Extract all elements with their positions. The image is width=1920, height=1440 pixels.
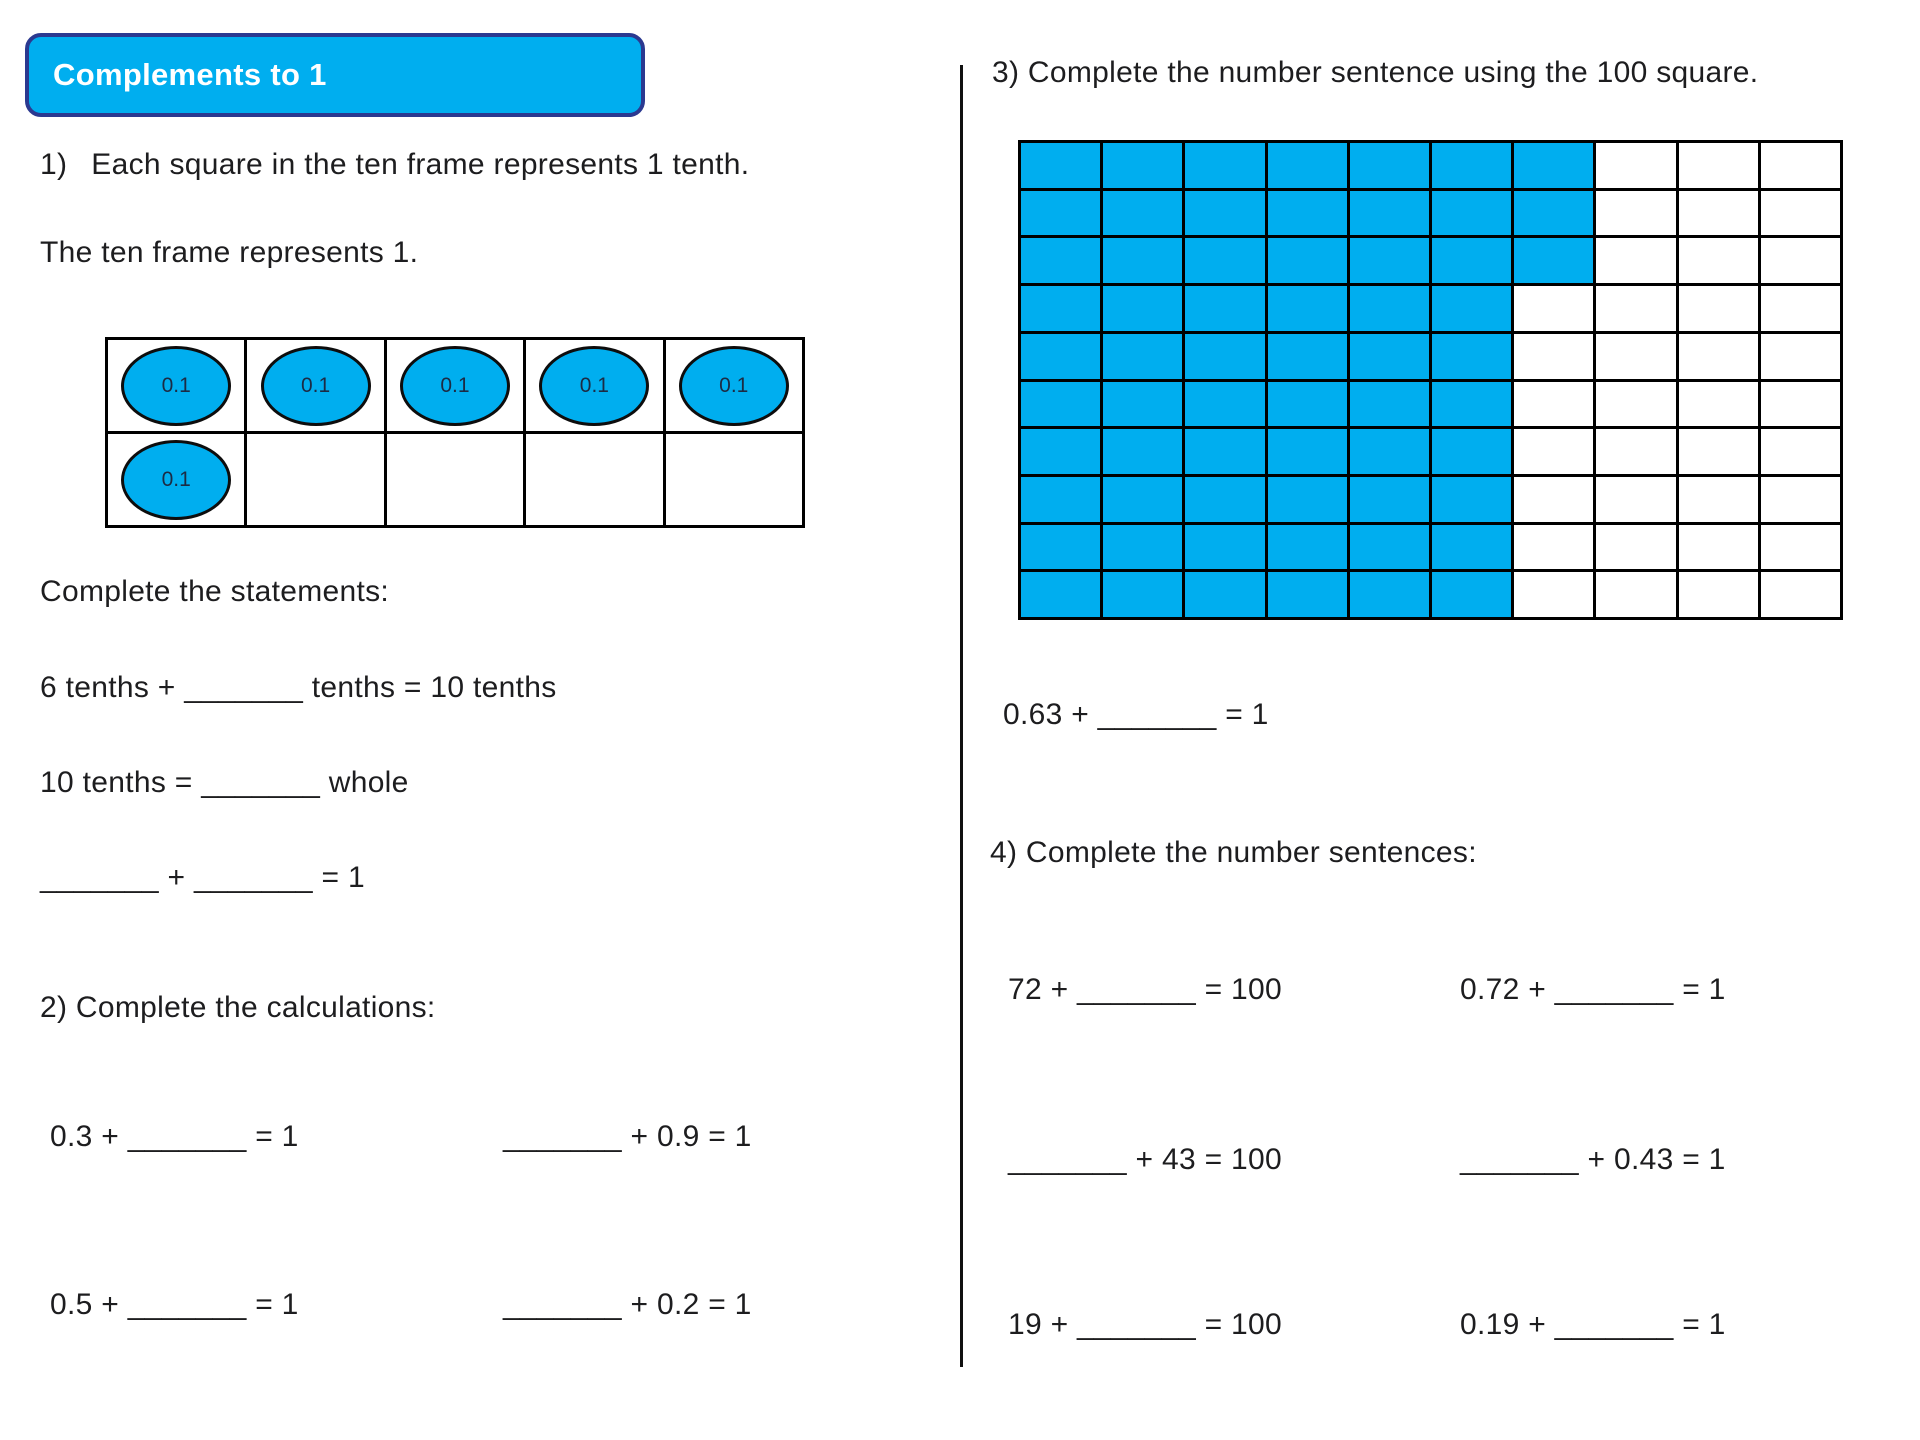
hundred-square-cell: [1596, 572, 1675, 617]
tenth-counter: 0.1: [121, 440, 231, 520]
hundred-square-cell-shaded: [1103, 429, 1182, 474]
hundred-square-cell-shaded: [1268, 429, 1347, 474]
ten-frame-cell: [526, 434, 662, 525]
hundred-square-cell-shaded: [1432, 238, 1511, 283]
hundred-square-cell: [1679, 143, 1758, 188]
hundred-square-cell: [1514, 525, 1593, 570]
column-divider: [960, 65, 963, 1367]
statement-1: 6 tenths + _______ tenths = 10 tenths: [40, 671, 557, 704]
hundred-square-cell-shaded: [1432, 429, 1511, 474]
hundred-square-cell: [1761, 572, 1840, 617]
hundred-square-cell: [1679, 382, 1758, 427]
ten-frame-cell: [247, 434, 383, 525]
hundred-square-cell: [1679, 286, 1758, 331]
q3-heading: 3) Complete the number sentence using the 100 square.: [992, 56, 1759, 89]
hundred-square-cell: [1514, 572, 1593, 617]
q4-row2-left: _______ + 43 = 100: [1008, 1143, 1282, 1176]
hundred-square-cell: [1596, 382, 1675, 427]
ten-frame: [105, 337, 805, 528]
hundred-square-cell: [1761, 238, 1840, 283]
hundred-square-cell-shaded: [1103, 143, 1182, 188]
hundred-square-cell: [1679, 572, 1758, 617]
ten-frame-cell: [247, 340, 383, 431]
hundred-square-cell: [1761, 525, 1840, 570]
hundred-square-cell-shaded: [1103, 382, 1182, 427]
hundred-square-cell-shaded: [1350, 286, 1429, 331]
hundred-square-cell-shaded: [1103, 525, 1182, 570]
hundred-square-cell: [1679, 477, 1758, 522]
hundred-square-cell-shaded: [1103, 238, 1182, 283]
tenth-counter: 0.1: [679, 346, 789, 426]
hundred-square-cell: [1596, 477, 1675, 522]
hundred-square-cell-shaded: [1268, 572, 1347, 617]
hundred-square-cell-shaded: [1432, 477, 1511, 522]
hundred-square-cell-shaded: [1103, 191, 1182, 236]
hundred-square-cell: [1679, 429, 1758, 474]
hundred-square-cell-shaded: [1268, 382, 1347, 427]
ten-frame-cell: [387, 340, 523, 431]
ten-frame-cell: [387, 434, 523, 525]
hundred-square-cell-shaded: [1514, 143, 1593, 188]
hundred-square-cell-shaded: [1514, 191, 1593, 236]
hundred-square-cell-shaded: [1432, 382, 1511, 427]
hundred-square-cell-shaded: [1185, 477, 1264, 522]
hundred-square-cell-shaded: [1185, 525, 1264, 570]
q4-row3-left: 19 + _______ = 100: [1008, 1308, 1282, 1341]
q4-row1-left: 72 + _______ = 100: [1008, 973, 1282, 1006]
hundred-square-cell: [1596, 334, 1675, 379]
hundred-square-cell: [1514, 477, 1593, 522]
hundred-square-cell-shaded: [1268, 477, 1347, 522]
hundred-square-cell-shaded: [1350, 525, 1429, 570]
ten-frame-cell: [666, 340, 802, 431]
tenth-counter: 0.1: [400, 346, 510, 426]
q4-row3-right: 0.19 + _______ = 1: [1460, 1308, 1726, 1341]
hundred-square-cell-shaded: [1268, 334, 1347, 379]
hundred-square-cell-shaded: [1103, 286, 1182, 331]
hundred-square-cell-shaded: [1021, 429, 1100, 474]
tenth-counter: 0.1: [261, 346, 371, 426]
hundred-square-cell-shaded: [1021, 286, 1100, 331]
q2-heading: 2) Complete the calculations:: [40, 991, 436, 1024]
q2-row2-left: 0.5 + _______ = 1: [50, 1288, 299, 1321]
hundred-square-cell-shaded: [1432, 572, 1511, 617]
hundred-square-cell: [1679, 525, 1758, 570]
hundred-square-cell-shaded: [1185, 334, 1264, 379]
hundred-square-cell: [1761, 382, 1840, 427]
hundred-square-cell-shaded: [1021, 382, 1100, 427]
tenth-counter: 0.1: [121, 346, 231, 426]
hundred-square-cell-shaded: [1185, 191, 1264, 236]
q3-sentence: 0.63 + _______ = 1: [1003, 698, 1269, 731]
q2-row1-right: _______ + 0.9 = 1: [503, 1120, 752, 1153]
hundred-square-cell-shaded: [1432, 334, 1511, 379]
hundred-square-cell-shaded: [1103, 334, 1182, 379]
hundred-square-cell: [1596, 525, 1675, 570]
statement-2: 10 tenths = _______ whole: [40, 766, 409, 799]
hundred-square-cell-shaded: [1350, 191, 1429, 236]
hundred-square-cell-shaded: [1350, 238, 1429, 283]
hundred-square-cell-shaded: [1350, 477, 1429, 522]
hundred-square-cell-shaded: [1268, 286, 1347, 331]
hundred-square-cell: [1596, 191, 1675, 236]
hundred-square-cell-shaded: [1514, 238, 1593, 283]
hundred-square-cell-shaded: [1432, 525, 1511, 570]
q2-row2-right: _______ + 0.2 = 1: [503, 1288, 752, 1321]
q4-heading: 4) Complete the number sentences:: [990, 836, 1477, 869]
q1-prompt-line: [40, 148, 749, 182]
hundred-square-cell-shaded: [1185, 572, 1264, 617]
hundred-square-cell: [1514, 334, 1593, 379]
hundred-square-cell-shaded: [1021, 238, 1100, 283]
hundred-square-cell-shaded: [1185, 143, 1264, 188]
q1-subtext: The ten frame represents 1.: [40, 236, 419, 269]
ten-frame-cell: [108, 434, 244, 525]
hundred-square-cell-shaded: [1350, 572, 1429, 617]
hundred-square-cell: [1761, 286, 1840, 331]
hundred-square-cell-shaded: [1021, 143, 1100, 188]
page-title: Complements to 1: [53, 57, 327, 92]
hundred-square-cell-shaded: [1268, 238, 1347, 283]
hundred-square-cell-shaded: [1103, 477, 1182, 522]
ten-frame-cell: [108, 340, 244, 431]
hundred-square-cell: [1514, 429, 1593, 474]
hundred-square-cell-shaded: [1432, 143, 1511, 188]
hundred-square-cell-shaded: [1021, 334, 1100, 379]
hundred-square-cell-shaded: [1432, 286, 1511, 331]
hundred-square-cell: [1761, 334, 1840, 379]
hundred-square-cell-shaded: [1350, 143, 1429, 188]
hundred-square-cell: [1761, 143, 1840, 188]
q2-row1-left: 0.3 + _______ = 1: [50, 1120, 299, 1153]
hundred-square-cell-shaded: [1185, 429, 1264, 474]
hundred-square-cell-shaded: [1021, 477, 1100, 522]
hundred-square-cell-shaded: [1350, 334, 1429, 379]
ten-frame-cell: [666, 434, 802, 525]
hundred-square-cell: [1596, 143, 1675, 188]
ten-frame-cell: [526, 340, 662, 431]
hundred-square-cell-shaded: [1185, 382, 1264, 427]
hundred-square-cell: [1679, 334, 1758, 379]
hundred-square-cell-shaded: [1268, 525, 1347, 570]
hundred-square-cell-shaded: [1021, 572, 1100, 617]
hundred-square-cell-shaded: [1103, 572, 1182, 617]
hundred-square-cell-shaded: [1432, 191, 1511, 236]
hundred-square-cell-shaded: [1021, 525, 1100, 570]
hundred-square-cell: [1761, 477, 1840, 522]
hundred-square-cell: [1596, 429, 1675, 474]
statement-3: _______ + _______ = 1: [40, 861, 365, 894]
hundred-square-cell: [1596, 286, 1675, 331]
hundred-square-cell-shaded: [1185, 238, 1264, 283]
hundred-square-cell: [1514, 382, 1593, 427]
hundred-square-cell: [1514, 286, 1593, 331]
hundred-square: [1018, 140, 1843, 620]
title-badge: [25, 33, 645, 117]
q4-row2-right: _______ + 0.43 = 1: [1460, 1143, 1726, 1176]
q1-number: 1): [40, 148, 68, 181]
hundred-square-cell: [1761, 191, 1840, 236]
hundred-square-cell: [1596, 238, 1675, 283]
hundred-square-cell-shaded: [1185, 286, 1264, 331]
tenth-counter: 0.1: [539, 346, 649, 426]
statements-heading: Complete the statements:: [40, 575, 390, 608]
hundred-square-cell: [1761, 429, 1840, 474]
hundred-square-cell-shaded: [1268, 191, 1347, 236]
q4-row1-right: 0.72 + _______ = 1: [1460, 973, 1726, 1006]
hundred-square-cell: [1679, 191, 1758, 236]
hundred-square-cell-shaded: [1021, 191, 1100, 236]
hundred-square-cell: [1679, 238, 1758, 283]
q1-prompt: Each square in the ten frame represents 1 tenth.: [91, 148, 750, 181]
hundred-square-cell-shaded: [1350, 429, 1429, 474]
hundred-square-cell-shaded: [1350, 382, 1429, 427]
hundred-square-cell-shaded: [1268, 143, 1347, 188]
